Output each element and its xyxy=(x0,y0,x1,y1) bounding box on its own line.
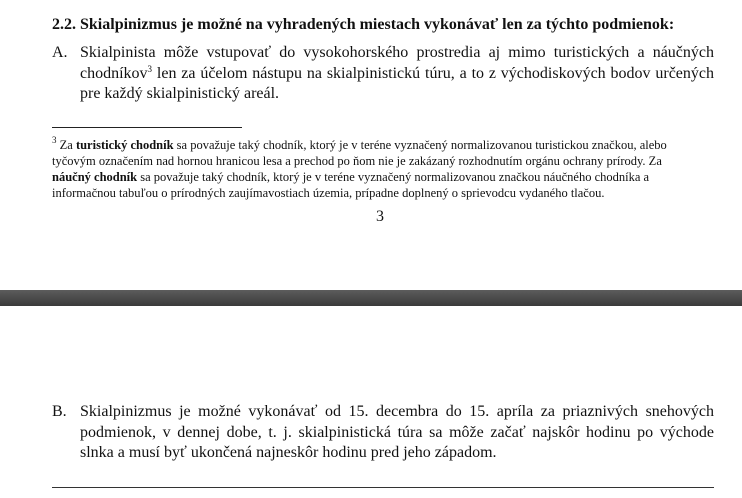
page-number: 3 xyxy=(376,208,384,225)
item-a-line-2-start: chodníkov xyxy=(80,64,148,82)
footnote-line-1-rest: sa považuje taký chodník, ktorý je v teréne vyznačený normalizovanou turistickou značkou, alebo xyxy=(173,138,667,152)
item-a-paragraph xyxy=(52,43,714,105)
bottom-rule xyxy=(52,487,714,488)
item-b-line-1: Skialpinizmus je možné vykonávať od 15. decembra do 15. apríla za priaznivých snehových xyxy=(80,403,714,420)
item-a-marker: A. xyxy=(52,44,68,61)
footnote xyxy=(52,137,712,201)
footnote-term-educational-trail: náučný chodník xyxy=(52,170,138,184)
item-a-line-2 xyxy=(80,64,714,85)
footnote-number: 3 xyxy=(52,135,57,145)
footnote-reference[interactable]: 3 xyxy=(147,63,153,74)
footnote-separator xyxy=(52,127,242,128)
footnote-line-1 xyxy=(52,137,712,153)
section-heading: 2.2. Skialpinizmus je možné na vyhradených miestach vykonávať len za týchto podmienok: xyxy=(52,16,675,33)
footnote-line-3 xyxy=(52,169,712,185)
item-b-line-2: podmienok, v dennej dobe, t. j. skialpinistická túra sa môže začať najskôr hodinu po východe xyxy=(80,423,714,441)
footnote-term-tourist-trail: turistický chodník xyxy=(75,138,174,152)
item-b-line-3: slnka a musí byť ukončená najneskôr hodinu pred jeho západom. xyxy=(80,444,497,461)
item-b-marker: B. xyxy=(52,403,67,420)
page-break-separator xyxy=(0,290,742,306)
footnote-line-4: informačnou tabuľou o prírodných zaujímavostiach územia, prípadne doplnený o sprievodcu vydaného tlačou. xyxy=(52,186,605,200)
item-b-paragraph xyxy=(52,402,714,464)
item-a-line-1: Skialpinista môže vstupovať do vysokohorského prostredia aj mimo turistických a náučných xyxy=(80,44,714,61)
item-a-line-2-rest: len za účelom nástupu na skialpinistickú túru, a to z východiskových bodov určených xyxy=(152,64,714,82)
footnote-line-3-rest: sa považuje taký chodník, ktorý je v teréne vyznačený normalizovanou značkou náučného chodníka a xyxy=(137,170,650,184)
footnote-line-1-start: Za xyxy=(56,138,76,152)
footnote-line-2: tyčovým označením nad hornou hranicou lesa a prechod po ňom nie je zakázaný rozhodnutím orgánu ochrany prírody. Za xyxy=(52,154,662,168)
item-a-line-3: pre každý skialpinistický areál. xyxy=(80,85,280,102)
document-page-2 xyxy=(0,306,742,498)
